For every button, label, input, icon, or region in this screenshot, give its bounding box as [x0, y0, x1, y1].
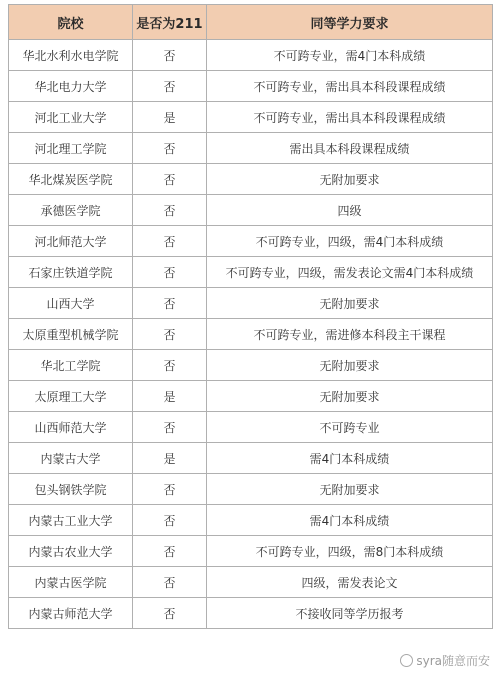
cell-is-211: 否 — [133, 288, 207, 319]
table-row — [9, 536, 493, 567]
cell-school: 山西大学 — [9, 288, 133, 319]
cell-requirement: 不可跨专业，四级，需4门本科成绩 — [207, 226, 493, 257]
cell-is-211: 否 — [133, 505, 207, 536]
table-row — [9, 350, 493, 381]
requirements-table — [8, 4, 493, 629]
header-school: 院校 — [9, 5, 133, 40]
cell-is-211: 否 — [133, 412, 207, 443]
cell-is-211: 否 — [133, 226, 207, 257]
table-row — [9, 164, 493, 195]
cell-school: 太原理工大学 — [9, 381, 133, 412]
table-row — [9, 71, 493, 102]
table-row — [9, 257, 493, 288]
cell-school: 河北工业大学 — [9, 102, 133, 133]
table-row — [9, 133, 493, 164]
cell-requirement: 不可跨专业，需出具本科段课程成绩 — [207, 102, 493, 133]
cell-school: 太原重型机械学院 — [9, 319, 133, 350]
cell-is-211: 否 — [133, 71, 207, 102]
cell-is-211: 是 — [133, 102, 207, 133]
cell-is-211: 否 — [133, 164, 207, 195]
cell-school: 华北电力大学 — [9, 71, 133, 102]
cell-is-211: 否 — [133, 133, 207, 164]
table-row — [9, 102, 493, 133]
cell-is-211: 否 — [133, 598, 207, 629]
cell-is-211: 是 — [133, 443, 207, 474]
table-row — [9, 598, 493, 629]
cell-school: 华北工学院 — [9, 350, 133, 381]
cell-requirement: 不可跨专业 — [207, 412, 493, 443]
cell-school: 华北水利水电学院 — [9, 40, 133, 71]
cell-requirement: 不接收同等学历报考 — [207, 598, 493, 629]
cell-is-211: 否 — [133, 350, 207, 381]
cell-is-211: 否 — [133, 567, 207, 598]
header-requirement: 同等学力要求 — [207, 5, 493, 40]
table-row — [9, 474, 493, 505]
table-row — [9, 567, 493, 598]
table-row — [9, 195, 493, 226]
cell-requirement: 无附加要求 — [207, 164, 493, 195]
cell-school: 包头钢铁学院 — [9, 474, 133, 505]
cell-school: 华北煤炭医学院 — [9, 164, 133, 195]
cell-requirement: 无附加要求 — [207, 288, 493, 319]
table-row — [9, 40, 493, 71]
table-row — [9, 412, 493, 443]
table-row — [9, 319, 493, 350]
cell-school: 山西师范大学 — [9, 412, 133, 443]
cell-requirement: 四级 — [207, 195, 493, 226]
cell-is-211: 否 — [133, 536, 207, 567]
cell-requirement: 不可跨专业，四级，需发表论文需4门本科成绩 — [207, 257, 493, 288]
cell-is-211: 否 — [133, 195, 207, 226]
cell-requirement: 需4门本科成绩 — [207, 505, 493, 536]
cell-school: 内蒙古医学院 — [9, 567, 133, 598]
cell-requirement: 无附加要求 — [207, 381, 493, 412]
watermark — [400, 652, 490, 669]
cell-school: 内蒙古农业大学 — [9, 536, 133, 567]
cell-requirement: 不可跨专业，四级，需8门本科成绩 — [207, 536, 493, 567]
cell-requirement: 四级，需发表论文 — [207, 567, 493, 598]
cell-school: 承德医学院 — [9, 195, 133, 226]
cell-is-211: 是 — [133, 381, 207, 412]
table-row — [9, 288, 493, 319]
table-header-row — [9, 5, 493, 40]
header-is-211: 是否为211 — [133, 5, 207, 40]
cell-school: 内蒙古师范大学 — [9, 598, 133, 629]
table-row — [9, 505, 493, 536]
table-body — [9, 40, 493, 629]
cell-is-211: 否 — [133, 257, 207, 288]
cell-requirement: 不可跨专业，需出具本科段课程成绩 — [207, 71, 493, 102]
cell-requirement: 需出具本科段课程成绩 — [207, 133, 493, 164]
requirements-table-container — [8, 4, 492, 629]
table-row — [9, 226, 493, 257]
watermark-text: syra随意而安 — [416, 654, 490, 668]
cell-is-211: 否 — [133, 474, 207, 505]
table-row — [9, 381, 493, 412]
cell-requirement: 不可跨专业，需进修本科段主干课程 — [207, 319, 493, 350]
cell-requirement: 需4门本科成绩 — [207, 443, 493, 474]
cell-requirement: 不可跨专业，需4门本科成绩 — [207, 40, 493, 71]
cell-requirement: 无附加要求 — [207, 474, 493, 505]
cell-school: 河北师范大学 — [9, 226, 133, 257]
cell-school: 内蒙古工业大学 — [9, 505, 133, 536]
circle-logo-icon — [400, 654, 413, 667]
cell-requirement: 无附加要求 — [207, 350, 493, 381]
cell-is-211: 否 — [133, 319, 207, 350]
cell-school: 河北理工学院 — [9, 133, 133, 164]
cell-school: 石家庄铁道学院 — [9, 257, 133, 288]
cell-is-211: 否 — [133, 40, 207, 71]
table-row — [9, 443, 493, 474]
cell-school: 内蒙古大学 — [9, 443, 133, 474]
